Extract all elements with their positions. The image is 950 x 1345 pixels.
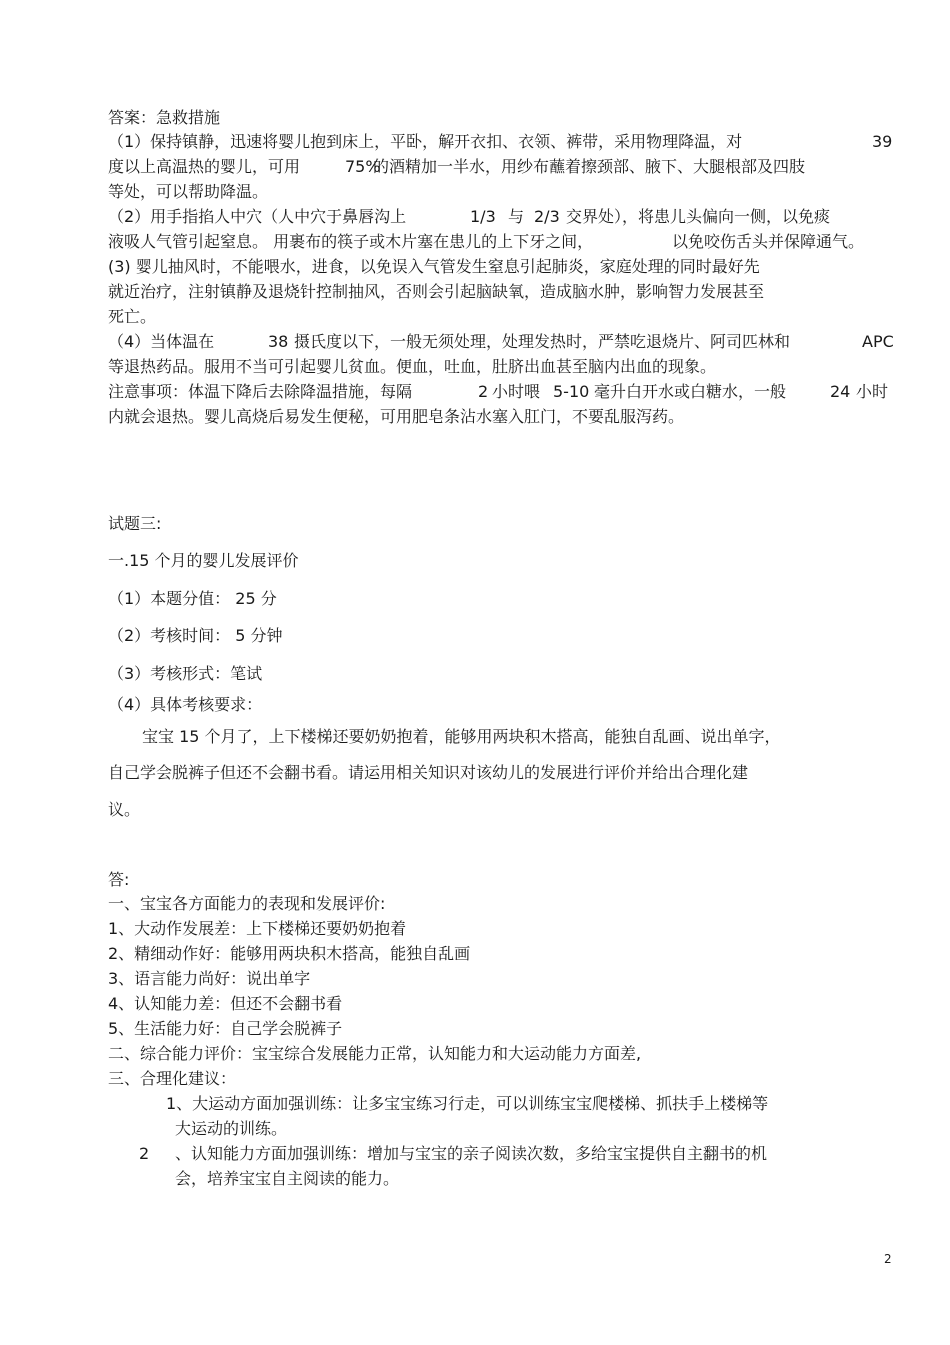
item2-fraction-1-3: 1/3 (470, 207, 496, 226)
section1-item: 2、精细动作好：能够用两块积木搭高，能独自乱画 (108, 944, 471, 963)
item4-line1a: （4）当体温在 (108, 332, 215, 351)
item2-line2b: 以免咬伤舌头并保障通气。 (672, 232, 865, 251)
answer-label: 答: (108, 870, 130, 889)
item4-line2: 等退热药品。服用不当可引起婴儿贫血。便血，吐血，肚脐出血甚至脑内出血的现象。 (108, 357, 717, 376)
question-title: 一.15 个月的婴儿发展评价 (108, 551, 299, 570)
notes-number-5-10: 5-10 (553, 382, 590, 401)
page-number: 2 (884, 1252, 892, 1266)
suggestion2-line1: 、认知能力方面加强训练：增加与宝宝的亲子阅读次数，多给宝宝提供自主翻书的机 (175, 1144, 768, 1163)
item1-line3: 等处，可以帮助降温。 (108, 182, 269, 201)
item3-line1: (3) 婴儿抽风时，不能喂水，进食，以免误入气管发生窒息引起肺炎，家庭处理的同时最好先 (108, 257, 760, 276)
item1-line1: （1）保持镇静，迅速将婴儿抱到床上，平卧，解开衣扣、衣领、裤带，采用物理降温，对 (108, 132, 743, 151)
question-heading: 试题三: (108, 514, 162, 533)
question-requirements: （4）具体考核要求： (108, 695, 263, 714)
notes-line1a: 注意事项：体温下降后去除降温措施，每隔 (108, 382, 413, 401)
item4-line1b: 摄氏度以下，一般无须处理，处理发热时，严禁吃退烧片、阿司匹林和 (294, 332, 791, 351)
section1-item: 4、认知能力差：但还不会翻书看 (108, 994, 343, 1013)
question-score: （1）本题分值： 25 分 (108, 589, 277, 608)
item1-number-39: 39 (872, 132, 893, 151)
notes-line2: 内就会退热。婴儿高烧后易发生便秘，可用肥皂条沾水塞入肛门，不要乱服泻药。 (108, 407, 685, 426)
question-form: （3）考核形式：笔试 (108, 664, 263, 683)
item3-line2: 就近治疗，注射镇静及退烧针控制抽风，否则会引起脑缺氧，造成脑水肿，影响智力发展甚至 (108, 282, 765, 301)
notes-line1d: 小时 (856, 382, 889, 401)
notes-number-24: 24 (830, 382, 851, 401)
question-time: （2）考核时间： 5 分钟 (108, 626, 283, 645)
section1-item: 1、大动作发展差：上下楼梯还要奶奶抱着 (108, 919, 407, 938)
item1-line2a: 度以上高温热的婴儿，可用 (108, 157, 301, 176)
item3-line3: 死亡。 (108, 307, 157, 326)
item2-line1a: （2）用手指掐人中穴（人中穴于鼻唇沟上 (108, 207, 407, 226)
answer-heading: 答案：急救措施 (108, 108, 221, 127)
item2-and: 与 (508, 207, 525, 226)
scenario-line2: 自己学会脱裤子但还不会翻书看。请运用相关知识对该幼儿的发展进行评价并给出合理化建 (108, 763, 749, 782)
item1-percent: 75% (345, 157, 381, 176)
section3-title: 三、合理化建议： (108, 1069, 237, 1088)
scenario-line3: 议。 (108, 800, 141, 819)
item1-line2b: 的酒精加一半水，用纱布蘸着擦颈部、腋下、大腿根部及四肢 (373, 157, 806, 176)
notes-line1c: 毫升白开水或白糖水，一般 (594, 382, 787, 401)
notes-number-2: 2 (478, 382, 489, 401)
item2-fraction-2-3: 2/3 (534, 207, 560, 226)
suggestion1-line1: 1、大运动方面加强训练：让多宝宝练习行走，可以训练宝宝爬楼梯、抓扶手上楼梯等 (166, 1094, 769, 1113)
item2-line2a: 液吸人气管引起窒息。 用裹布的筷子或木片塞在患儿的上下牙之间， (108, 232, 594, 251)
section1-item: 5、生活能力好：自己学会脱裤子 (108, 1019, 343, 1038)
section1-title: 一、宝宝各方面能力的表现和发展评价: (108, 894, 386, 913)
item2-line1b: 交界处），将患儿头偏向一侧，以免痰 (566, 207, 831, 226)
suggestion1-line2: 大运动的训练。 (175, 1119, 288, 1138)
section2: 二、综合能力评价：宝宝综合发展能力正常，认知能力和大运动能力方面差, (108, 1044, 642, 1063)
scenario-line1: 宝宝 15 个月了，上下楼梯还要奶奶抱着，能够用两块积木搭高，能独自乱画、说出单字， (142, 727, 781, 746)
item4-number-38: 38 (268, 332, 289, 351)
notes-line1b: 小时喂 (492, 382, 541, 401)
suggestion2-number: 2 (139, 1144, 150, 1163)
item4-apc: APC (862, 332, 894, 351)
suggestion2-line2: 会，培养宝宝自主阅读的能力。 (175, 1169, 400, 1188)
section1-item: 3、语言能力尚好：说出单字 (108, 969, 311, 988)
